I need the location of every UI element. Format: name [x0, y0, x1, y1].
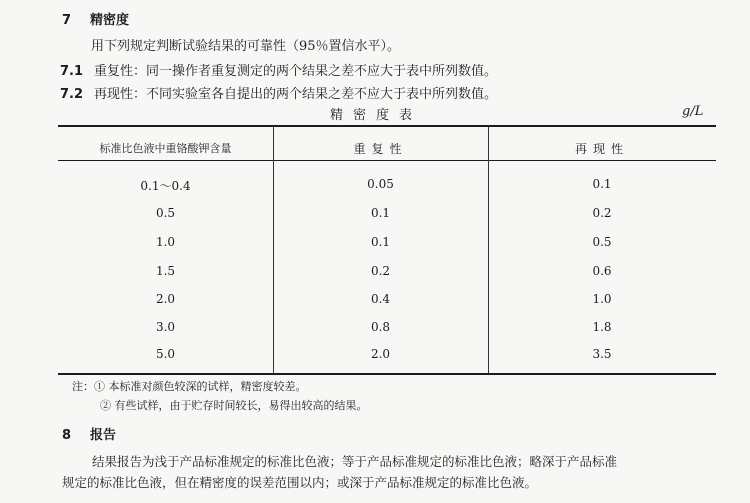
table-cell-reproducibility: 1.8: [592, 320, 612, 334]
table-cell-reproducibility: 3.5: [592, 347, 612, 361]
table-column-divider-1: [273, 127, 274, 373]
table-cell-repeatability: 2.0: [370, 347, 391, 361]
notes-label: 注：: [72, 380, 94, 393]
table-title: 精密度表: [330, 108, 423, 123]
section-7-number: 7: [62, 13, 72, 28]
table-cell-reproducibility: 0.1: [592, 177, 612, 191]
note-1-marker: ①: [94, 380, 105, 393]
clause-7-2-term: 再现性：: [94, 87, 147, 102]
note-2-text: 有些试样，由于贮存时间较长，易得出较高的结果。: [114, 399, 368, 412]
section-8-number: 8: [62, 428, 72, 443]
section-7-title: 精密度: [90, 13, 130, 28]
clause-7-2: [60, 87, 497, 103]
table-cell-reproducibility: 0.6: [592, 264, 612, 278]
note-2-marker: ②: [100, 399, 111, 412]
table-unit: g/L: [682, 104, 704, 119]
section-8-paragraph-line-2: 规定的标准比色液，但在精密度的误差范围以内；或深于产品标准规定的标准比色液。: [62, 475, 538, 490]
table-note-2: [100, 398, 368, 414]
table-header-rule: [58, 160, 716, 161]
table-cell-repeatability: 0.1: [370, 235, 391, 249]
table-cell-repeatability: 0.8: [370, 320, 391, 334]
table-cell-reproducibility: 1.0: [592, 292, 612, 306]
table-top-rule: [58, 125, 716, 127]
clause-7-2-text: 不同实验室各自提出的两个结果之差不应大于表中所列数值。: [146, 87, 498, 102]
table-cell-content: 1.5: [155, 264, 176, 278]
table-cell-reproducibility: 0.5: [592, 235, 612, 249]
table-cell-repeatability: 0.05: [367, 177, 394, 191]
table-header-content: 标准比色液中重铬酸钾含量: [99, 142, 232, 155]
table-cell-content: 5.0: [155, 347, 176, 361]
table-note-1: [72, 379, 307, 395]
table-cell-repeatability: 0.4: [370, 292, 391, 306]
table-header-reproducibility: 再现性: [574, 142, 629, 156]
section-8-heading: [62, 428, 116, 444]
table-cell-content: 0.5: [155, 206, 176, 220]
table-cell-content: 3.0: [155, 320, 176, 334]
section-7-heading: [62, 13, 129, 29]
section-7-intro: 用下列规定判断试验结果的可靠性（95％置信水平）。: [91, 39, 401, 54]
section-8-paragraph-line-1: 结果报告为浅于产品标准规定的标准比色液；等于产品标准规定的标准比色液；略深于产品标准: [92, 454, 618, 469]
table-caption: [0, 104, 750, 122]
clause-7-2-number: 7.2: [60, 87, 84, 102]
table-column-divider-2: [488, 127, 489, 373]
clause-7-1: [60, 64, 497, 80]
section-8-title: 报告: [90, 428, 117, 443]
table-cell-repeatability: 0.1: [370, 206, 391, 220]
clause-7-1-text: 同一操作者重复测定的两个结果之差不应大于表中所列数值。: [146, 64, 498, 79]
table-cell-content: 1.0: [155, 235, 176, 249]
table-cell-reproducibility: 0.2: [592, 206, 612, 220]
table-header-repeatability: 重复性: [353, 142, 408, 156]
table-cell-content: 0.1～0.4: [140, 179, 191, 193]
clause-7-1-term: 重复性：: [94, 64, 147, 79]
note-1-text: 本标准对颜色较深的试样，精密度较差。: [108, 380, 307, 393]
table-cell-content: 2.0: [155, 292, 176, 306]
clause-7-1-number: 7.1: [60, 64, 84, 79]
table-bottom-rule: [58, 373, 716, 375]
table-cell-repeatability: 0.2: [370, 264, 391, 278]
